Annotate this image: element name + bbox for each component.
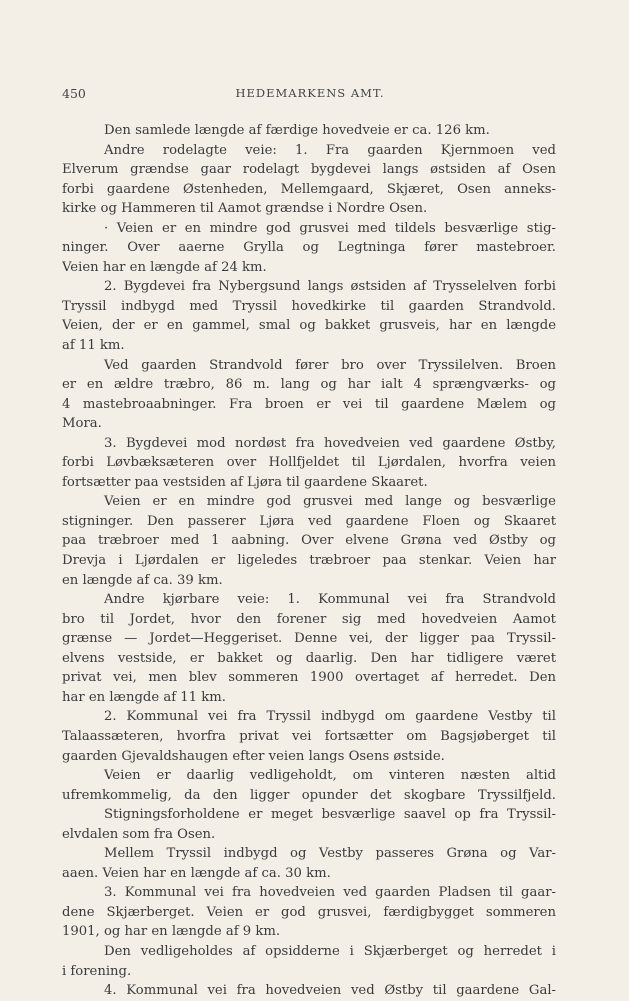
text-line: 4. Kommunal vei fra hovedveien ved Østby til gaardene Gal-: [104, 983, 556, 999]
text-line: 3. Kommunal vei fra hovedveien ved gaarden Pladsen til gaar-: [104, 885, 556, 901]
text-line: Veien er daarlig vedligeholdt, om vinteren næsten altid: [104, 768, 556, 784]
text-line: privat vei, men blev sommeren 1900 overtaget af herredet. Den: [62, 670, 556, 686]
text-line: har en længde af 11 km.: [62, 689, 226, 705]
text-line: 3. Bygdevei mod nordøst fra hovedveien ved gaardene Østby,: [104, 435, 556, 451]
text-line: i forening.: [62, 963, 132, 979]
text-line: af 11 km.: [62, 338, 125, 354]
text-line: Talaassæteren, hvorfra privat vei fortsætter om Bagsjøberget til: [62, 728, 556, 744]
text-line: Elverum grændse gaar rodelagt bygdevei langs østsiden af Osen: [62, 162, 556, 178]
text-line: grænse — Jordet—Heggeriset. Denne vei, der ligger paa Tryssil-: [62, 631, 556, 647]
text-line: fortsætter paa vestsiden af Ljøra til gaardene Skaaret.: [62, 474, 428, 490]
text-line: kirke og Hammeren til Aamot grændse i Nordre Osen.: [62, 201, 428, 217]
text-line: 1901, og har en længde af 9 km.: [62, 924, 281, 940]
text-line: Andre kjørbare veie: 1. Kommunal vei fra Strandvold: [104, 592, 556, 608]
text-line: stigninger. Den passerer Ljøra ved gaardene Floen og Skaaret: [62, 513, 556, 529]
text-line: elvens vestside, er bakket og daarlig. Den har tidligere været: [62, 650, 556, 666]
text-line: Mora.: [62, 416, 102, 432]
page-number: 450: [62, 86, 86, 101]
running-title: HEDEMARKENS AMT.: [235, 86, 385, 100]
text-line: 2. Kommunal vei fra Tryssil indbygd om gaardene Vestby til: [104, 709, 556, 725]
text-line: bro til Jordet, hvor den forener sig med hovedveien Aamot: [62, 611, 556, 627]
text-line: Andre rodelagte veie: 1. Fra gaarden Kjernmoen ved: [104, 142, 556, 158]
body-text: [62, 121, 556, 1001]
text-line: Mellem Tryssil indbygd og Vestby passeres Grøna og Var-: [104, 846, 556, 862]
text-line: dene Skjærberget. Veien er god grusvei, færdigbygget sommeren: [62, 904, 556, 920]
text-line: 2. Bygdevei fra Nybergsund langs østsiden af Trysselelven forbi: [104, 279, 556, 295]
text-line: Drevja i Ljørdalen er ligeledes træbroer paa stenkar. Veien har: [62, 553, 556, 569]
text-line: forbi Løvbæksæteren over Hollfjeldet til Ljørdalen, hvorfra veien: [62, 455, 556, 471]
text-line: Stigningsforholdene er meget besværlige saavel op fra Tryssil-: [104, 807, 556, 823]
text-line: Ved gaarden Strandvold fører bro over Tryssilelven. Broen: [104, 357, 556, 373]
text-line: en længde af ca. 39 km.: [62, 572, 223, 588]
text-line: ufremkommelig, da den ligger opunder det skogbare Tryssilfjeld.: [62, 787, 556, 803]
text-line: Veien har en længde af 24 km.: [62, 259, 267, 275]
text-line: ninger. Over aaerne Grylla og Legtninga fører mastebroer.: [62, 240, 556, 256]
text-line: elvdalen som fra Osen.: [62, 826, 216, 842]
text-line: paa træbroer med 1 aabning. Over elvene Grøna ved Østby og: [62, 533, 556, 549]
text-line: Tryssil indbygd med Tryssil hovedkirke til gaarden Strandvold.: [62, 298, 556, 314]
text-line: Veien er en mindre god grusvei med lange og besværlige: [104, 494, 556, 510]
text-line: forbi gaardene Østenheden, Mellemgaard, Skjæret, Osen anneks-: [62, 181, 556, 197]
text-line: aaen. Veien har en længde af ca. 30 km.: [62, 865, 331, 881]
text-line: · Veien er en mindre god grusvei med tildels besværlige stig-: [104, 220, 556, 236]
text-line: Den vedligeholdes af opsidderne i Skjærberget og herredet i: [104, 943, 556, 959]
text-line: 4 mastebroaabninger. Fra broen er vei til gaardene Mælem og: [62, 396, 556, 412]
text-line: Veien, der er en gammel, smal og bakket grusveis, har en længde: [62, 318, 556, 334]
page-header: [62, 86, 558, 104]
text-line: er en ældre træbro, 86 m. lang og har ialt 4 sprængværks- og: [62, 377, 556, 393]
text-line: gaarden Gjevaldshaugen efter veien langs Osens østside.: [62, 748, 445, 764]
text-line: Den samlede længde af færdige hovedveie er ca. 126 km.: [104, 123, 490, 138]
